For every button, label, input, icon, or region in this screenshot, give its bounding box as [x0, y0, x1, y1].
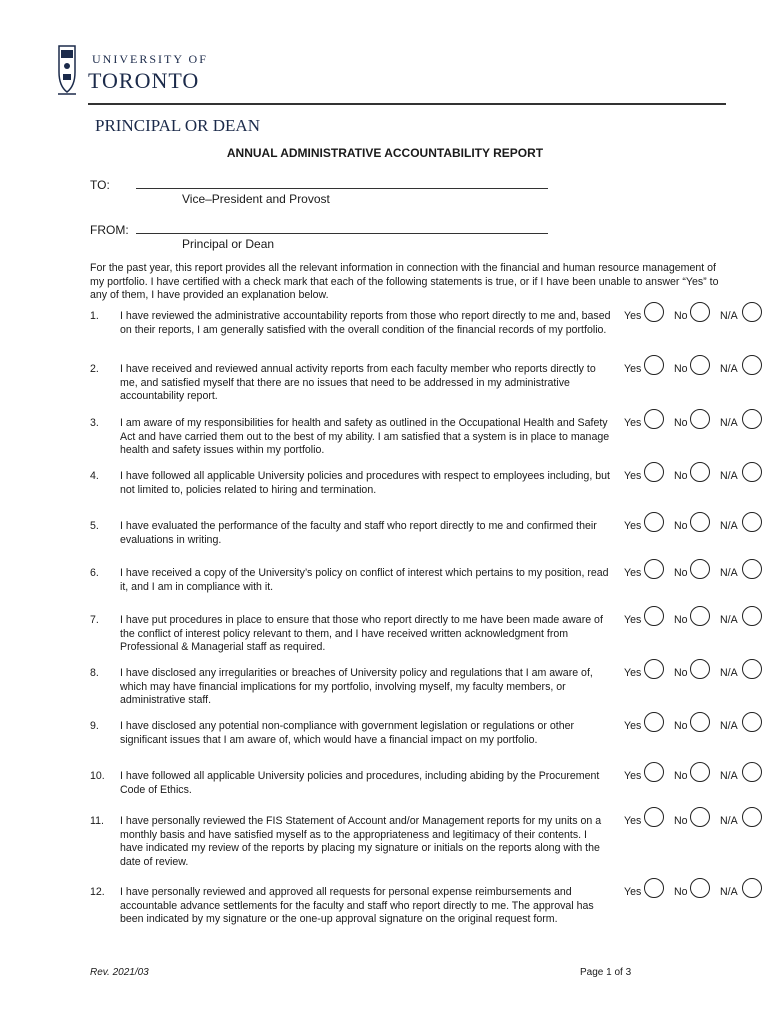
yes-radio[interactable]	[644, 559, 664, 579]
no-radio[interactable]	[690, 712, 710, 732]
yes-radio[interactable]	[644, 512, 664, 532]
statement-text: I have followed all applicable University policies and procedures, including abiding by the Procurement Code of Ethics.	[120, 770, 600, 796]
yes-label: Yes	[624, 720, 642, 732]
revision-label: Rev. 2021/03	[90, 967, 149, 978]
statement-text: I have reviewed the administrative accountability reports from those who report directly to me and, based on their reports, I am generally satisfied with the overall condition of the financial records of my portfolio.	[120, 310, 611, 336]
statement-number: 6.	[90, 567, 99, 579]
yes-radio[interactable]	[644, 712, 664, 732]
statement-number: 5.	[90, 520, 99, 532]
no-label: No	[674, 470, 688, 482]
logo-line1: UNIVERSITY OF	[92, 52, 208, 66]
statement-text: I have received and reviewed annual activity reports from each faculty member who reports directly to me, and satisfied myself that there are no issues that need to be addressed in my administrative accountability report.	[120, 363, 596, 402]
section-title: PRINCIPAL OR DEAN	[95, 116, 260, 135]
to-sublabel: Vice–President and Provost	[182, 192, 330, 206]
statement-number: 4.	[90, 470, 99, 482]
na-label: N/A	[720, 363, 738, 375]
statement-number: 1.	[90, 310, 99, 322]
yes-radio[interactable]	[644, 409, 664, 429]
na-label: N/A	[720, 614, 738, 626]
yes-label: Yes	[624, 567, 642, 579]
answer-options	[624, 520, 770, 540]
crest-icon	[56, 42, 78, 98]
no-radio[interactable]	[690, 302, 710, 322]
yes-label: Yes	[624, 417, 642, 429]
intro-paragraph: For the past year, this report provides all the relevant information in connection with the financial and human resource management of my portfolio. I have certified with a check mark that each of the following statements is true, or if I have been unable to answer “Yes” to any of them, I have provided an explanation below.	[90, 262, 719, 301]
yes-label: Yes	[624, 886, 642, 898]
answer-options	[624, 886, 770, 906]
na-radio[interactable]	[742, 409, 762, 429]
statement-text: I have personally reviewed the FIS Statement of Account and/or Management reports for my units on a monthly basis and have satisfied myself as to the appropriateness and legitimacy of their contents. I have indicated my review of the reports by placing my signature or initials on the reports along with the date of review.	[120, 815, 602, 868]
statement-number: 12.	[90, 886, 105, 898]
na-radio[interactable]	[742, 355, 762, 375]
answer-options	[624, 614, 770, 634]
statement-text: I have evaluated the performance of the faculty and staff who report directly to me and confirmed their evaluations in writing.	[120, 520, 597, 546]
yes-label: Yes	[624, 310, 642, 322]
no-radio[interactable]	[690, 512, 710, 532]
na-label: N/A	[720, 667, 738, 679]
no-label: No	[674, 886, 688, 898]
na-label: N/A	[720, 815, 738, 827]
yes-label: Yes	[624, 520, 642, 532]
yes-radio[interactable]	[644, 606, 664, 626]
statement-number: 2.	[90, 363, 99, 375]
statement-text: I have received a copy of the University’s policy on conflict of interest which pertains to my position, read it, and I am in compliance with it.	[120, 567, 609, 593]
logo-line2: TORONTO	[88, 68, 200, 93]
na-radio[interactable]	[742, 712, 762, 732]
statement-number: 10.	[90, 770, 105, 782]
no-label: No	[674, 310, 688, 322]
na-radio[interactable]	[742, 559, 762, 579]
no-radio[interactable]	[690, 462, 710, 482]
to-label: TO:	[90, 178, 110, 192]
na-label: N/A	[720, 417, 738, 429]
statement-number: 9.	[90, 720, 99, 732]
na-radio[interactable]	[742, 807, 762, 827]
yes-label: Yes	[624, 470, 642, 482]
na-label: N/A	[720, 470, 738, 482]
yes-radio[interactable]	[644, 659, 664, 679]
statement-number: 8.	[90, 667, 99, 679]
no-label: No	[674, 720, 688, 732]
yes-label: Yes	[624, 770, 642, 782]
to-input-line[interactable]	[136, 188, 548, 189]
yes-radio[interactable]	[644, 462, 664, 482]
no-radio[interactable]	[690, 659, 710, 679]
answer-options	[624, 815, 770, 835]
statement-number: 3.	[90, 417, 99, 429]
no-label: No	[674, 567, 688, 579]
yes-label: Yes	[624, 614, 642, 626]
no-radio[interactable]	[690, 355, 710, 375]
statement-text: I am aware of my responsibilities for health and safety as outlined in the Occupational Health and Safety Act and have carried them out to the best of my ability. I am satisfied that a system is in place to manage health and safety issues within my portfolio.	[120, 417, 610, 456]
answer-options	[624, 417, 770, 437]
from-input-line[interactable]	[136, 233, 548, 234]
na-radio[interactable]	[742, 512, 762, 532]
no-radio[interactable]	[690, 606, 710, 626]
yes-radio[interactable]	[644, 878, 664, 898]
yes-label: Yes	[624, 667, 642, 679]
no-label: No	[674, 770, 688, 782]
yes-radio[interactable]	[644, 355, 664, 375]
header-divider	[88, 103, 726, 105]
statement-text: I have personally reviewed and approved all requests for personal expense reimbursements and accountable advance settlements for the faculty and staff who report directly to me. The approval has been indicated by my signature or the one-up approval signature on the original request form.	[120, 886, 594, 925]
no-label: No	[674, 815, 688, 827]
na-label: N/A	[720, 886, 738, 898]
no-label: No	[674, 520, 688, 532]
na-label: N/A	[720, 567, 738, 579]
statement-text: I have put procedures in place to ensure that those who report directly to me have been made aware of the conflict of interest policy relevant to them, and I have received written acknowledgment from Professional & Managerial staff as required.	[120, 614, 603, 653]
answer-options	[624, 720, 770, 740]
yes-radio[interactable]	[644, 762, 664, 782]
no-label: No	[674, 417, 688, 429]
no-label: No	[674, 667, 688, 679]
yes-label: Yes	[624, 363, 642, 375]
na-radio[interactable]	[742, 659, 762, 679]
na-label: N/A	[720, 310, 738, 322]
no-radio[interactable]	[690, 559, 710, 579]
statement-number: 11.	[90, 815, 104, 827]
statement-text: I have disclosed any irregularities or breaches of University policy and regulations that I am aware of, which may have financial implications for my portfolio, involving myself, my faculty members, or administrative staff.	[120, 667, 593, 706]
university-logo	[56, 42, 226, 100]
statement-text: I have disclosed any potential non-compliance with government legislation or regulations or other significant issues that I am aware of, which would have a financial impact on my portfolio.	[120, 720, 575, 746]
yes-label: Yes	[624, 815, 642, 827]
statement-number: 7.	[90, 614, 99, 626]
answer-options	[624, 470, 770, 490]
answer-options	[624, 310, 770, 330]
answer-options	[624, 770, 770, 790]
yes-radio[interactable]	[644, 807, 664, 827]
na-radio[interactable]	[742, 762, 762, 782]
na-label: N/A	[720, 720, 738, 732]
answer-options	[624, 363, 770, 383]
from-sublabel: Principal or Dean	[182, 237, 275, 251]
from-label: FROM:	[90, 223, 129, 237]
report-title: ANNUAL ADMINISTRATIVE ACCOUNTABILITY REPORT	[226, 146, 544, 160]
page-number: Page 1 of 3	[580, 967, 632, 978]
na-radio[interactable]	[742, 878, 762, 898]
statement-text: I have followed all applicable University policies and procedures with respect to employees including, but not limited to, policies related to hiring and termination.	[120, 470, 610, 496]
answer-options	[624, 567, 770, 587]
no-label: No	[674, 614, 688, 626]
na-label: N/A	[720, 520, 738, 532]
answer-options	[624, 667, 770, 687]
no-label: No	[674, 363, 688, 375]
yes-radio[interactable]	[644, 302, 664, 322]
no-radio[interactable]	[690, 409, 710, 429]
no-radio[interactable]	[690, 762, 710, 782]
na-radio[interactable]	[742, 606, 762, 626]
no-radio[interactable]	[690, 878, 710, 898]
no-radio[interactable]	[690, 807, 710, 827]
na-radio[interactable]	[742, 302, 762, 322]
na-radio[interactable]	[742, 462, 762, 482]
na-label: N/A	[720, 770, 738, 782]
